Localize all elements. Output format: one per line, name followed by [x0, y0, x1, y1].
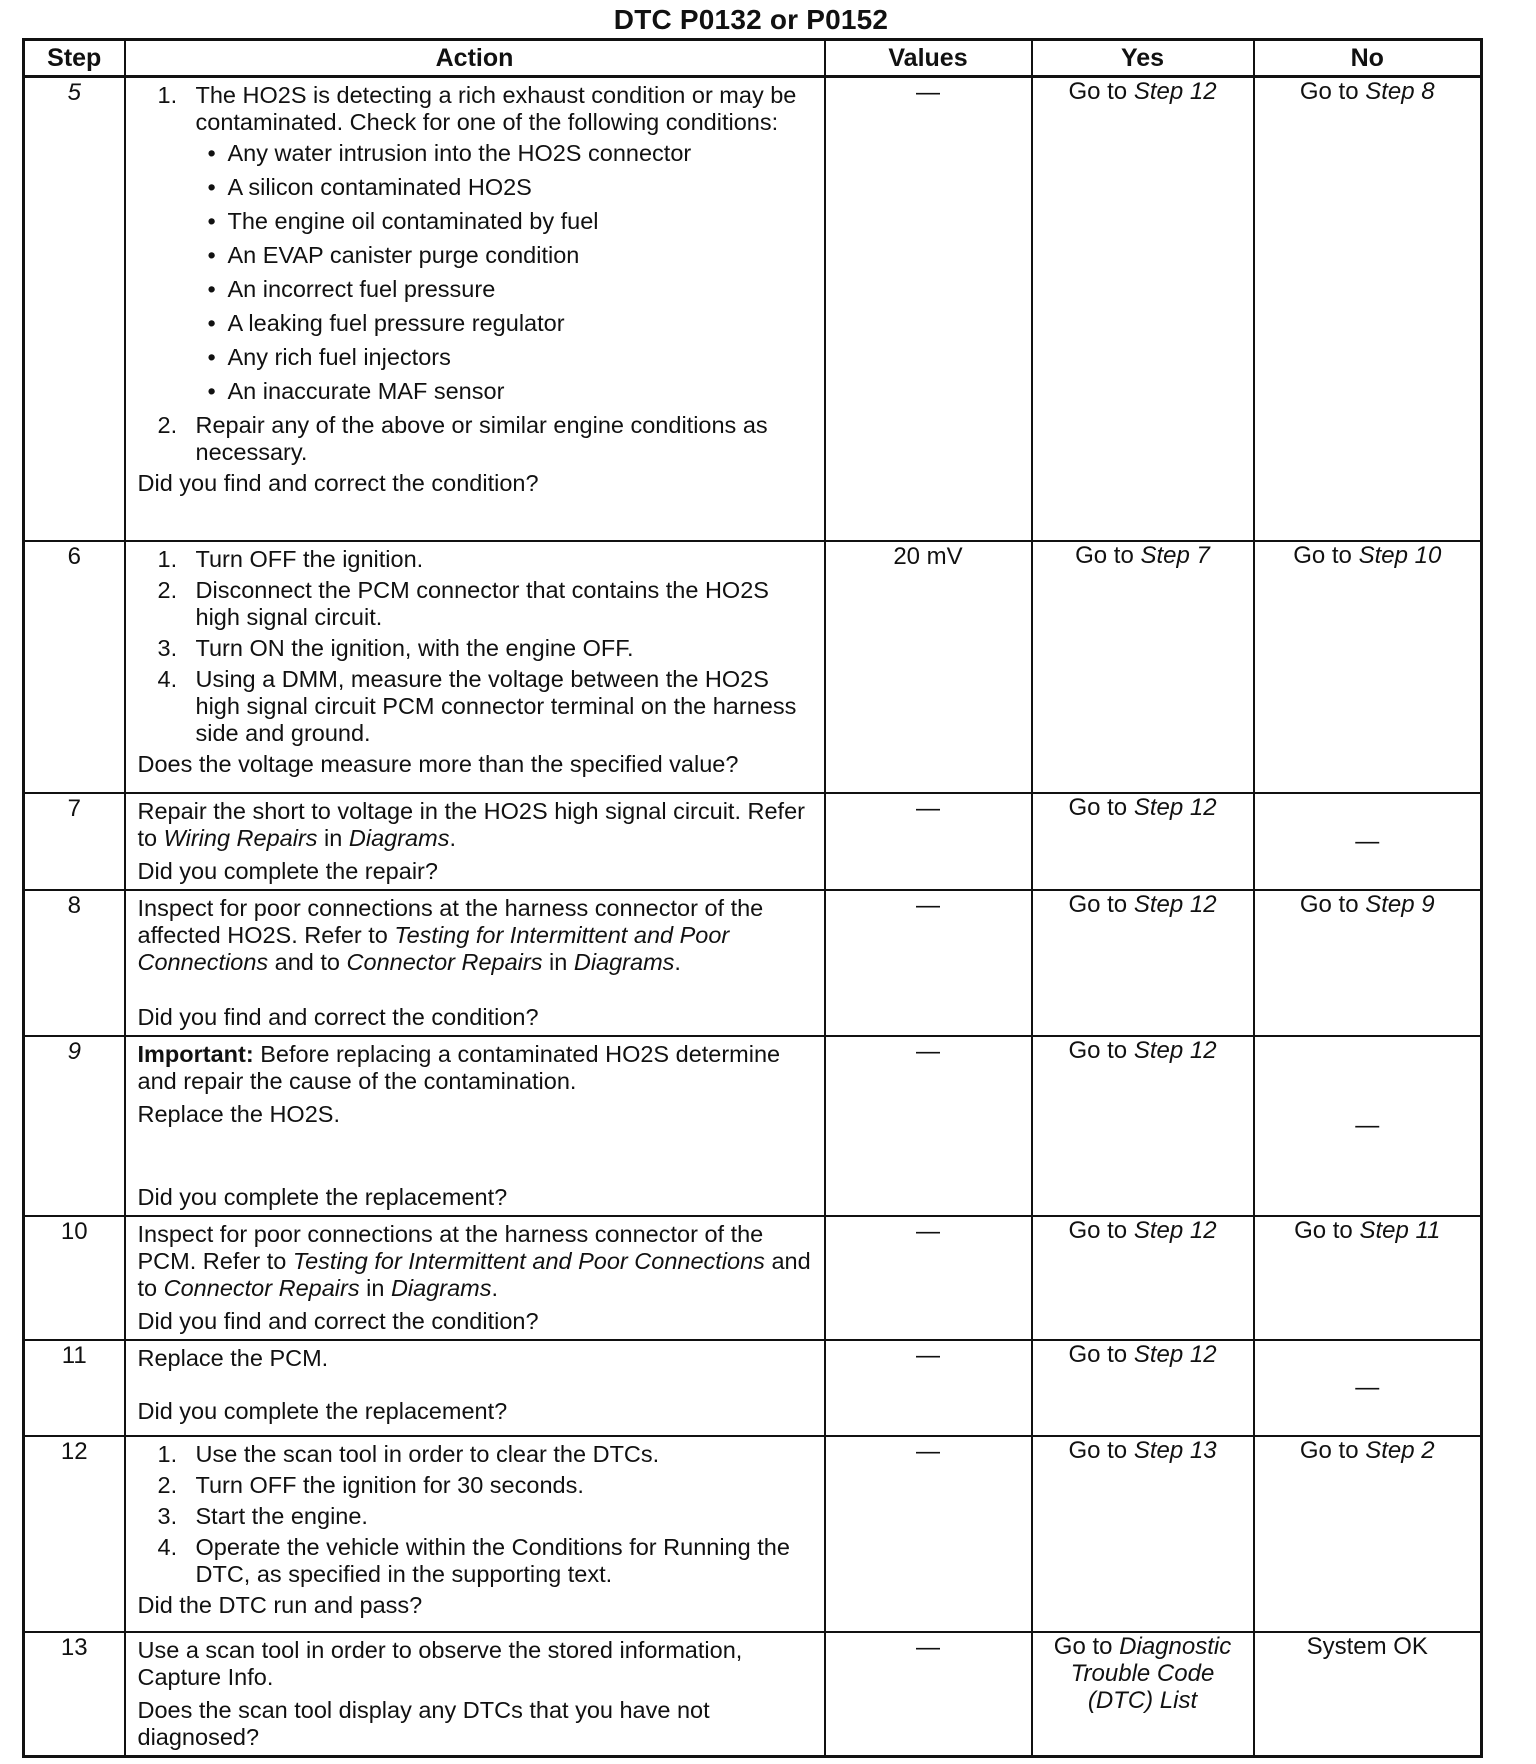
step-link[interactable]: Step 9: [1365, 890, 1435, 918]
action-cell: [125, 1216, 825, 1340]
action-text: in: [317, 824, 349, 851]
step-link[interactable]: Step 12: [1133, 78, 1217, 105]
action-text: Replace the HO2S.: [137, 1100, 340, 1127]
reference-link[interactable]: Connector Repairs: [163, 1274, 360, 1301]
value-cell: —: [825, 1632, 1032, 1757]
value-cell: —: [825, 1036, 1032, 1216]
yes-cell: [1032, 77, 1254, 541]
action-text: .: [449, 824, 456, 851]
step-number: 10: [24, 1216, 125, 1340]
action-cell: 1. Turn OFF the ignition. 2. Disconnect the PCM connector that contains the HO2S high signal circuit. 3. Turn ON the ignition, with the engine OFF. 4. Using a DMM, measure the voltage between the HO2S high signal circuit PCM connector terminal on the harness side and ground. Does the voltage measure more than the specified value?: [125, 541, 825, 793]
no-cell: [1254, 890, 1482, 1036]
no-cell: [1254, 1216, 1482, 1340]
step-link[interactable]: Step 12: [1133, 793, 1217, 821]
no-cell: [1254, 541, 1482, 793]
action-text: .: [491, 1274, 499, 1301]
action-text: Before replacing a contaminated HO2S determine and repair the cause of the contamination.: [137, 1040, 781, 1094]
bullet-item: A leaking fuel pressure regulator: [227, 310, 565, 336]
bullet-item: An incorrect fuel pressure: [227, 276, 496, 302]
action-text: and to: [268, 948, 347, 975]
action-text: Inspect for poor connections at the harness connector of the affected HO2S. Refer to: [137, 894, 764, 948]
no-cell: [1254, 1436, 1482, 1632]
step-number: 9: [24, 1036, 125, 1216]
bullet-item: An inaccurate MAF sensor: [227, 378, 505, 404]
header-step: Step: [24, 40, 125, 77]
no-cell: System OK: [1254, 1632, 1482, 1757]
yes-cell: [1032, 1436, 1254, 1632]
action-question: Did you complete the replacement?: [137, 1397, 508, 1424]
header-yes: Yes: [1032, 40, 1254, 77]
step-link[interactable]: Step 12: [1133, 1036, 1217, 1064]
table-row-step-11: [24, 1340, 1482, 1436]
action-item: Turn ON the ignition, with the engine OFF.: [195, 634, 634, 661]
step-link[interactable]: Step 13: [1133, 1436, 1217, 1464]
action-item: Start the engine.: [195, 1502, 368, 1529]
table-row-step-13: [24, 1632, 1482, 1757]
value-cell: —: [825, 1436, 1032, 1632]
go-to-label: Go to: [1293, 541, 1352, 569]
action-item: Repair any of the above or similar engine conditions as necessary.: [195, 412, 768, 465]
action-item: Use the scan tool in order to clear the DTCs.: [195, 1440, 660, 1467]
bullet-item: An EVAP canister purge condition: [227, 242, 580, 268]
action-text: and to: [137, 1247, 811, 1301]
go-to-label: Go to: [1068, 1340, 1128, 1368]
table-row-step-5: [24, 77, 1482, 541]
action-cell: [125, 890, 825, 1036]
step-link[interactable]: Step 10: [1358, 541, 1442, 569]
bullet-item: A silicon contaminated HO2S: [227, 174, 532, 200]
action-cell: [125, 793, 825, 890]
table-row-step-8: [24, 890, 1482, 1036]
header-values: Values: [825, 40, 1032, 77]
action-cell: [125, 1632, 825, 1757]
bullet-item: Any rich fuel injectors: [227, 344, 451, 370]
action-question: Does the voltage measure more than the specified value?: [137, 750, 739, 777]
table-row-step-12: [24, 1436, 1482, 1632]
reference-link[interactable]: Diagnostic Trouble Code (DTC) List: [1070, 1632, 1232, 1714]
reference-link[interactable]: Diagrams: [390, 1274, 492, 1301]
action-cell: 1. Use the scan tool in order to clear the DTCs. 2. Turn OFF the ignition for 30 seconds. 3. Start the engine. 4. Operate the vehicle within the Conditions for Running the DTC, as specified in the supporting text. Did the DTC run and pass?: [125, 1436, 825, 1632]
action-question: Did the DTC run and pass?: [137, 1591, 423, 1618]
action-question: Does the scan tool display any DTCs that you have not diagnosed?: [137, 1696, 710, 1750]
yes-cell: [1032, 890, 1254, 1036]
step-number: 6: [24, 541, 125, 793]
action-item: Turn OFF the ignition.: [195, 545, 424, 572]
reference-link[interactable]: Diagrams: [573, 948, 675, 975]
value-cell: —: [825, 890, 1032, 1036]
table-row-step-10: [24, 1216, 1482, 1340]
action-text: Replace the PCM.: [137, 1344, 329, 1371]
reference-link[interactable]: Testing for Intermittent and Poor Connections: [292, 1247, 765, 1274]
page-title: DTC P0132 or P0152: [613, 4, 889, 35]
no-cell: —: [1254, 1340, 1482, 1436]
yes-cell: [1032, 541, 1254, 793]
diagnostic-table: [22, 38, 1483, 1758]
go-to-label: Go to: [1068, 78, 1128, 105]
no-cell: —: [1254, 1036, 1482, 1216]
value-cell: 20 mV: [825, 541, 1032, 793]
action-question: Did you find and correct the condition?: [137, 470, 539, 496]
go-to-label: Go to: [1068, 890, 1128, 918]
action-question: Did you find and correct the condition?: [137, 1307, 539, 1334]
action-item: The HO2S is detecting a rich exhaust condition or may be contaminated. Check for one of the following conditions:: [195, 82, 797, 135]
yes-cell: [1032, 1340, 1254, 1436]
value-cell: —: [825, 77, 1032, 541]
go-to-label: Go to: [1299, 890, 1359, 918]
action-item: Disconnect the PCM connector that contains the HO2S high signal circuit.: [195, 576, 769, 630]
action-question: Did you find and correct the condition?: [137, 1003, 539, 1030]
header-action: Action: [125, 40, 825, 77]
table-row-step-6: [24, 541, 1482, 793]
go-to-label: Go to: [1299, 1436, 1359, 1464]
step-link[interactable]: Step 2: [1365, 1436, 1435, 1464]
step-link[interactable]: Step 7: [1140, 541, 1210, 569]
step-link[interactable]: Step 12: [1133, 1216, 1217, 1244]
no-cell: —: [1254, 793, 1482, 890]
value-cell: —: [825, 1216, 1032, 1340]
reference-link[interactable]: Diagrams: [348, 824, 450, 851]
action-text: Inspect for poor connections at the harness connector of the PCM. Refer to: [137, 1220, 764, 1274]
yes-cell: [1032, 793, 1254, 890]
reference-link[interactable]: Wiring Repairs: [163, 824, 318, 851]
step-link[interactable]: Step 8: [1365, 78, 1435, 105]
table-row-step-7: [24, 793, 1482, 890]
yes-cell: [1032, 1216, 1254, 1340]
action-cell: [125, 1340, 825, 1436]
action-cell: 1. The HO2S is detecting a rich exhaust condition or may be contaminated. Check for one of the following conditions: • Any water intrusion into the HO2S connector • A silicon contaminated HO2S • The engine oil contaminated by fuel • An EVAP canister purge condition • An incorrect fuel pressure • A leaking fuel pressure regulator • Any rich fuel injectors • An inaccurate MAF sensor 2. Repair any of the above or similar engine conditions as necessary. Did you find and correct the condition?: [125, 77, 825, 541]
go-to-label: Go to: [1075, 541, 1134, 569]
action-text: in: [359, 1274, 391, 1301]
yes-cell: [1032, 1036, 1254, 1216]
header-no: No: [1254, 40, 1482, 77]
bullet-item: The engine oil contaminated by fuel: [227, 208, 599, 234]
reference-link[interactable]: Connector Repairs: [346, 948, 543, 975]
important-label: Important:: [137, 1040, 254, 1067]
header-row: [24, 40, 1482, 77]
action-text: in: [542, 948, 574, 975]
yes-cell: [1032, 1632, 1254, 1757]
go-to-label: Go to: [1068, 1216, 1128, 1244]
action-item: Turn OFF the ignition for 30 seconds.: [195, 1471, 584, 1498]
action-text: Repair the short to voltage in the HO2S high signal circuit. Refer to: [137, 797, 805, 851]
step-link[interactable]: Step 12: [1133, 890, 1217, 918]
step-number: 11: [24, 1340, 125, 1436]
go-to-label: Go to: [1294, 1216, 1353, 1244]
action-item: Operate the vehicle within the Conditions for Running the DTC, as specified in the supporting text.: [195, 1533, 790, 1587]
step-link[interactable]: Step 12: [1133, 1340, 1217, 1368]
action-text: Use a scan tool in order to observe the stored information, Capture Info.: [137, 1636, 743, 1690]
step-number: 8: [24, 890, 125, 1036]
step-number: 12: [24, 1436, 125, 1632]
go-to-label: Go to: [1068, 1036, 1128, 1064]
value-cell: —: [825, 1340, 1032, 1436]
step-number: 5: [24, 77, 125, 541]
no-cell: [1254, 77, 1482, 541]
action-question: Did you complete the replacement?: [137, 1183, 508, 1210]
go-to-label: Go to: [1299, 78, 1359, 105]
go-to-label: Go to: [1053, 1632, 1113, 1660]
step-link[interactable]: Step 11: [1359, 1216, 1441, 1244]
value-cell: —: [825, 793, 1032, 890]
action-text: .: [674, 948, 681, 975]
step-number: 7: [24, 793, 125, 890]
action-item: Using a DMM, measure the voltage between the HO2S high signal circuit PCM connector terminal on the harness side and ground.: [195, 665, 797, 746]
step-number: 13: [24, 1632, 125, 1757]
action-question: Did you complete the repair?: [137, 857, 438, 884]
go-to-label: Go to: [1068, 793, 1128, 821]
reference-link[interactable]: Testing for Intermittent and Poor Connections: [137, 921, 730, 975]
go-to-label: Go to: [1068, 1436, 1128, 1464]
bullet-item: Any water intrusion into the HO2S connector: [227, 140, 692, 166]
table-row-step-9: [24, 1036, 1482, 1216]
action-cell: [125, 1036, 825, 1216]
